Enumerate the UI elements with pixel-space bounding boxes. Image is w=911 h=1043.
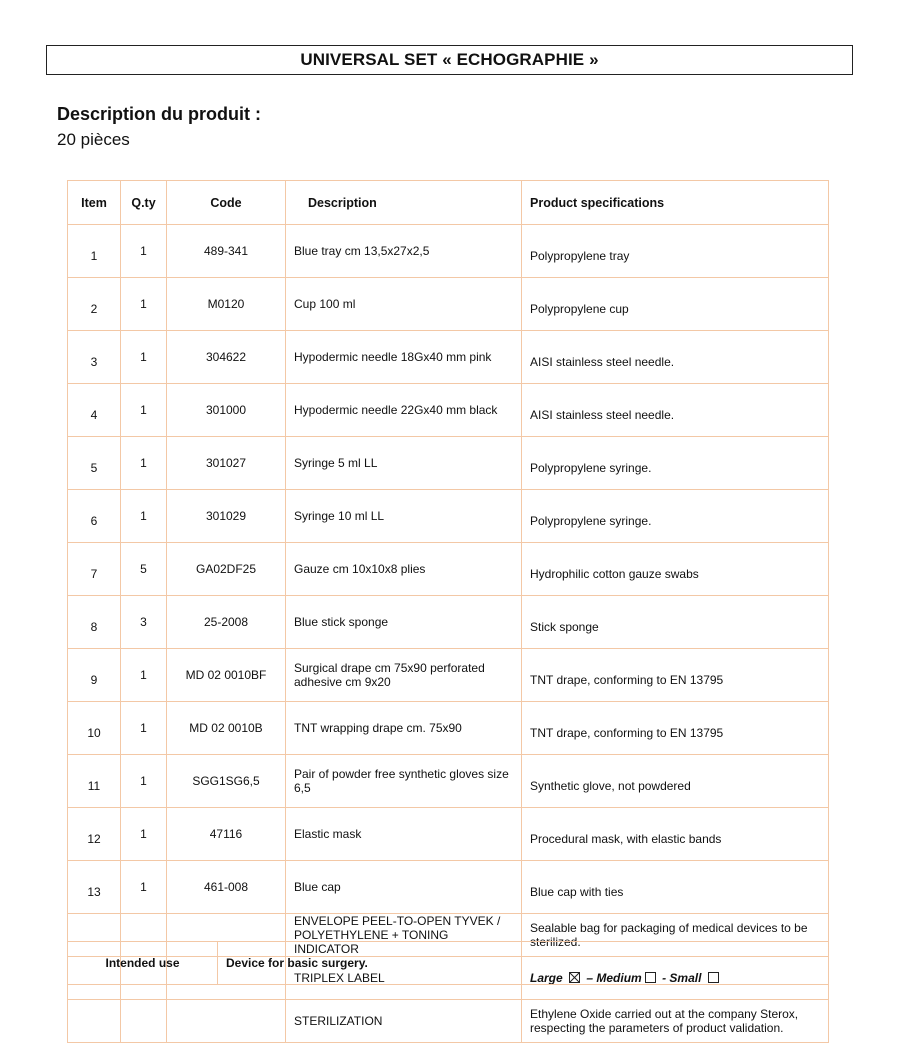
item-qty: 1 <box>121 702 167 755</box>
document-title: UNIVERSAL SET « ECHOGRAPHIE » <box>46 45 853 75</box>
table-row <box>68 384 829 437</box>
table-row <box>68 331 829 384</box>
item-qty: 1 <box>121 490 167 543</box>
item-specs: Synthetic glove, not powdered <box>522 755 829 808</box>
table-row <box>68 278 829 331</box>
header-item: Item <box>68 181 121 225</box>
item-specs: Hydrophilic cotton gauze swabs <box>522 543 829 596</box>
item-qty: 1 <box>121 808 167 861</box>
piece-count: 20 pièces <box>57 130 130 149</box>
item-number: 7 <box>68 543 121 596</box>
empty-cell <box>167 1000 286 1043</box>
item-description: Elastic mask <box>286 808 522 861</box>
item-description: Surgical drape cm 75x90 perforated adhesive cm 9x20 <box>286 649 522 702</box>
item-specs: AISI stainless steel needle. <box>522 331 829 384</box>
item-number: 8 <box>68 596 121 649</box>
item-number: 11 <box>68 755 121 808</box>
item-number: 12 <box>68 808 121 861</box>
table-header-row <box>68 181 829 225</box>
item-qty: 3 <box>121 596 167 649</box>
item-specs: Polypropylene syringe. <box>522 490 829 543</box>
item-qty: 1 <box>121 755 167 808</box>
header-qty: Q.ty <box>121 181 167 225</box>
item-code: GA02DF25 <box>167 543 286 596</box>
description-heading: Description du produit : <box>57 104 261 124</box>
item-code: 301027 <box>167 437 286 490</box>
table-row <box>68 808 829 861</box>
table-row <box>68 702 829 755</box>
table-row <box>68 861 829 914</box>
item-number: 5 <box>68 437 121 490</box>
sterilization-row <box>68 1000 829 1043</box>
envelope-specs: Sealable bag for packaging of medical devices to be sterilized. <box>522 914 829 957</box>
item-specs: Procedural mask, with elastic bands <box>522 808 829 861</box>
label-description: TRIPLEX LABEL <box>286 957 522 1000</box>
item-description: Blue cap <box>286 861 522 914</box>
table-row <box>68 596 829 649</box>
item-specs: AISI stainless steel needle. <box>522 384 829 437</box>
item-specs: Polypropylene tray <box>522 225 829 278</box>
item-code: 301000 <box>167 384 286 437</box>
item-qty: 5 <box>121 543 167 596</box>
product-table <box>67 180 829 1043</box>
table-row <box>68 437 829 490</box>
item-number: 13 <box>68 861 121 914</box>
item-qty: 1 <box>121 384 167 437</box>
item-code: 461-008 <box>167 861 286 914</box>
item-description: Blue tray cm 13,5x27x2,5 <box>286 225 522 278</box>
item-number: 10 <box>68 702 121 755</box>
item-qty: 1 <box>121 437 167 490</box>
item-description: Blue stick sponge <box>286 596 522 649</box>
item-code: MD 02 0010B <box>167 702 286 755</box>
item-code: M0120 <box>167 278 286 331</box>
item-specs: Stick sponge <box>522 596 829 649</box>
item-code: MD 02 0010BF <box>167 649 286 702</box>
item-code: 25-2008 <box>167 596 286 649</box>
item-number: 4 <box>68 384 121 437</box>
item-code: 489-341 <box>167 225 286 278</box>
item-description: Pair of powder free synthetic gloves size 6,5 <box>286 755 522 808</box>
envelope-description: ENVELOPE PEEL-TO-OPEN TYVEK / POLYETHYLENE + TONING INDICATOR <box>286 914 522 957</box>
item-specs: Polypropylene cup <box>522 278 829 331</box>
item-qty: 1 <box>121 649 167 702</box>
header-description: Description <box>286 181 522 225</box>
item-qty: 1 <box>121 278 167 331</box>
item-code: 304622 <box>167 331 286 384</box>
intended-use-row <box>68 942 829 985</box>
item-code: 47116 <box>167 808 286 861</box>
item-number: 3 <box>68 331 121 384</box>
item-description: Hypodermic needle 22Gx40 mm black <box>286 384 522 437</box>
table-row <box>68 543 829 596</box>
item-description: Hypodermic needle 18Gx40 mm pink <box>286 331 522 384</box>
intended-use-table <box>67 941 829 985</box>
item-number: 9 <box>68 649 121 702</box>
size-small-label: - Small <box>662 971 702 985</box>
item-code: SGG1SG6,5 <box>167 755 286 808</box>
item-description: Syringe 5 ml LL <box>286 437 522 490</box>
item-description: Gauze cm 10x10x8 plies <box>286 543 522 596</box>
sterilization-description: STERILIZATION <box>286 1000 522 1043</box>
table-row <box>68 225 829 278</box>
item-specs: TNT drape, conforming to EN 13795 <box>522 702 829 755</box>
header-code: Code <box>167 181 286 225</box>
item-qty: 1 <box>121 331 167 384</box>
size-large-label: Large <box>530 971 563 985</box>
empty-cell <box>121 1000 167 1043</box>
intended-use-label: Intended use <box>68 942 218 985</box>
size-medium-label: – Medium <box>586 971 642 985</box>
table-row <box>68 755 829 808</box>
item-number: 2 <box>68 278 121 331</box>
item-description: Syringe 10 ml LL <box>286 490 522 543</box>
intended-use-value: Device for basic surgery. <box>218 942 829 985</box>
item-specs: Polypropylene syringe. <box>522 437 829 490</box>
item-number: 1 <box>68 225 121 278</box>
item-code: 301029 <box>167 490 286 543</box>
header-specs: Product specifications <box>522 181 829 225</box>
item-specs: TNT drape, conforming to EN 13795 <box>522 649 829 702</box>
item-description: Cup 100 ml <box>286 278 522 331</box>
sterilization-specs: Ethylene Oxide carried out at the company Sterox, respecting the parameters of product validation. <box>522 1000 829 1043</box>
item-specs: Blue cap with ties <box>522 861 829 914</box>
item-qty: 1 <box>121 225 167 278</box>
item-qty: 1 <box>121 861 167 914</box>
table-row <box>68 490 829 543</box>
empty-cell <box>68 1000 121 1043</box>
item-description: TNT wrapping drape cm. 75x90 <box>286 702 522 755</box>
table-row <box>68 649 829 702</box>
item-number: 6 <box>68 490 121 543</box>
